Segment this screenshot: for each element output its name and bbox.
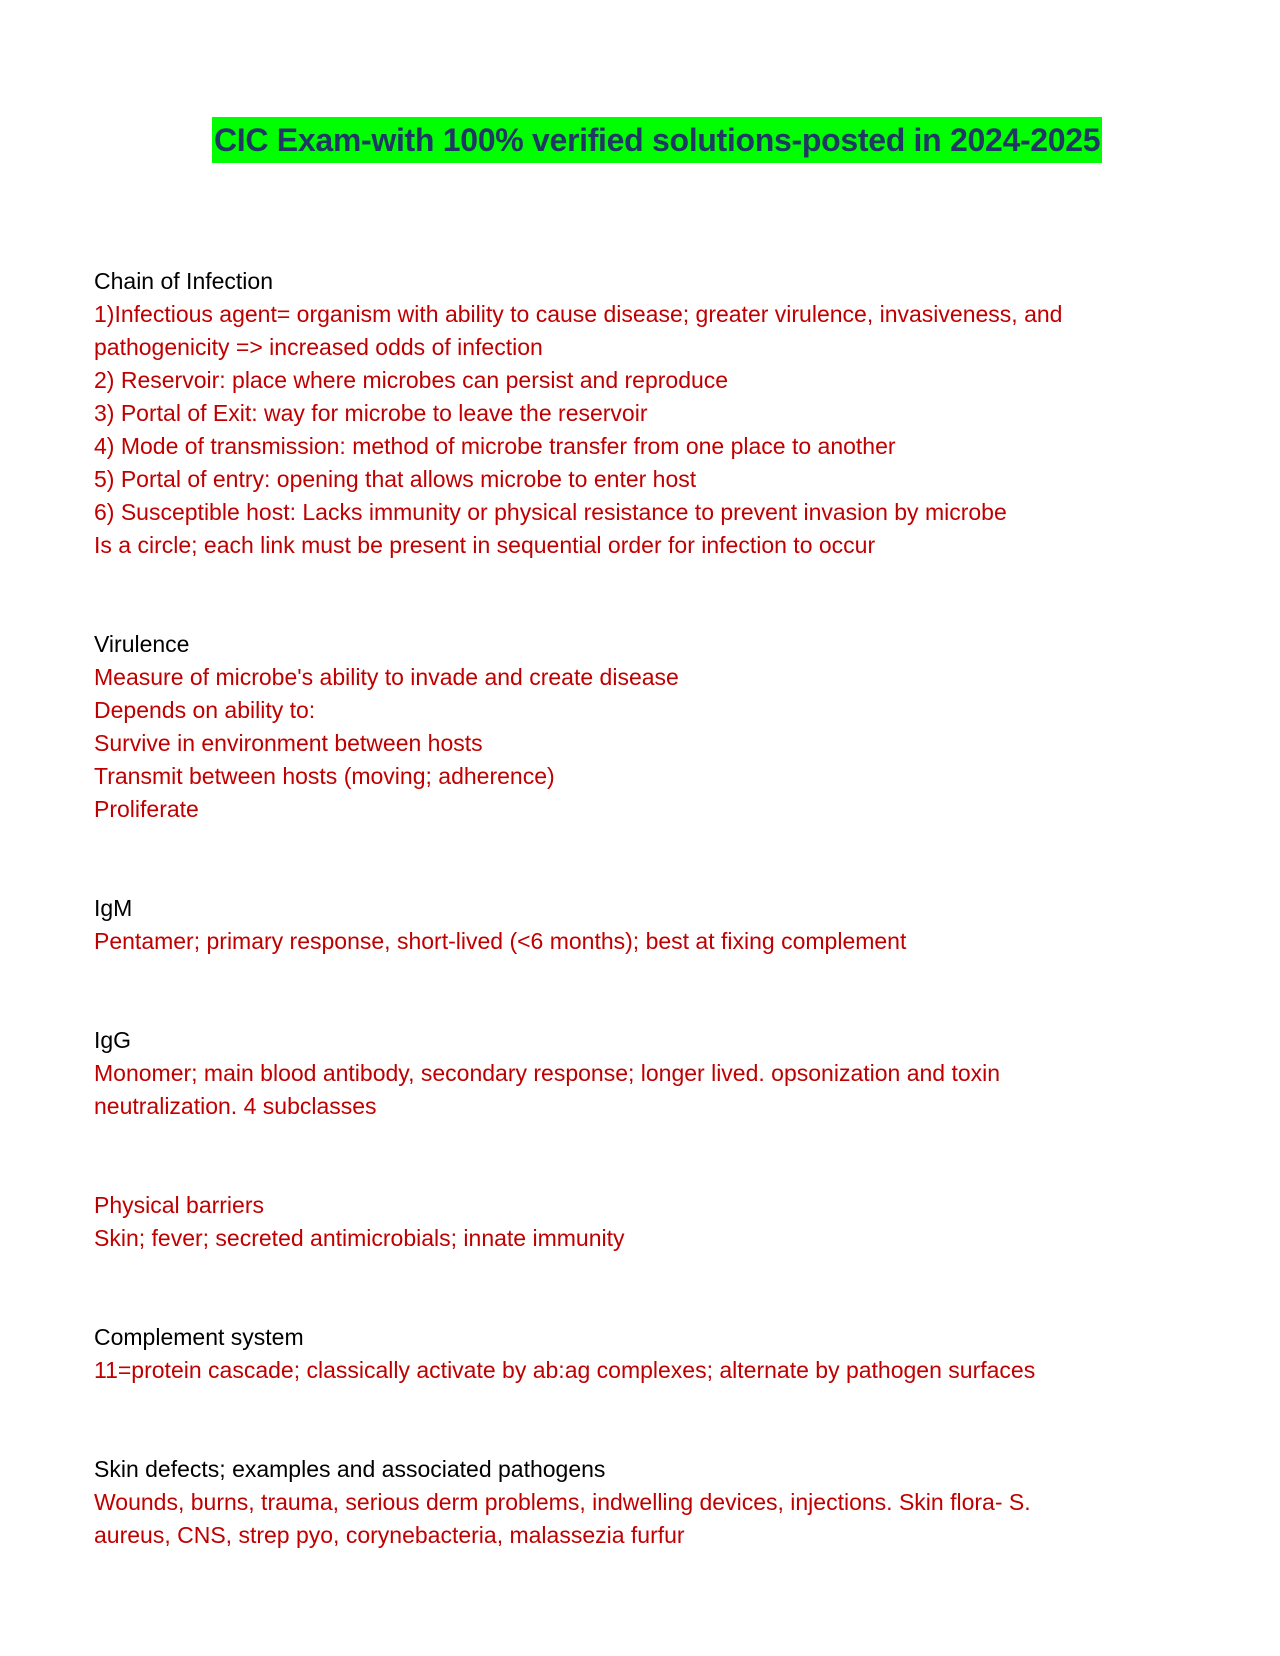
- flashcard-chain-of-infection: [94, 265, 1174, 562]
- question-text: Chain of Infection: [94, 268, 274, 294]
- question-text: IgM: [94, 895, 133, 921]
- answer-line: neutralization. 4 subclasses: [94, 1093, 377, 1119]
- flashcard-igg: [94, 1024, 1174, 1123]
- answer-line: Measure of microbe's ability to invade and create disease: [94, 664, 679, 690]
- answer-line: Is a circle; each link must be present in sequential order for infection to occur: [94, 532, 876, 558]
- flashcard-complement-system: [94, 1321, 1174, 1387]
- flashcard-virulence: [94, 628, 1174, 826]
- answer-line: 4) Mode of transmission: method of microbe transfer from one place to another: [94, 433, 896, 459]
- document-title: CIC Exam-with 100% verified solutions-posted in 2024-2025: [212, 117, 1102, 163]
- answer-line: 2) Reservoir: place where microbes can persist and reproduce: [94, 367, 729, 393]
- answer-line: aureus, CNS, strep pyo, corynebacteria, malassezia furfur: [94, 1522, 685, 1548]
- answer-line: Monomer; main blood antibody, secondary response; longer lived. opsonization and toxin: [94, 1060, 1001, 1086]
- question-text: Skin defects; examples and associated pathogens: [94, 1456, 606, 1482]
- answer-line: 5) Portal of entry: opening that allows microbe to enter host: [94, 466, 697, 492]
- answer-line: Survive in environment between hosts: [94, 730, 483, 756]
- flashcard-igm: [94, 892, 1174, 958]
- question-text: Virulence: [94, 631, 190, 657]
- answer-line: Transmit between hosts (moving; adherence): [94, 763, 555, 789]
- question-text: Physical barriers: [94, 1192, 264, 1218]
- answer-line: Skin; fever; secreted antimicrobials; innate immunity: [94, 1225, 625, 1251]
- answer-line: 11=protein cascade; classically activate by ab:ag complexes; alternate by pathogen surfaces: [94, 1357, 1036, 1383]
- answer-line: 3) Portal of Exit: way for microbe to leave the reservoir: [94, 400, 648, 426]
- answer-line: 6) Susceptible host: Lacks immunity or physical resistance to prevent invasion by microbe: [94, 499, 1007, 525]
- answer-line: Pentamer; primary response, short-lived (<6 months); best at fixing complement: [94, 928, 907, 954]
- answer-line: 1)Infectious agent= organism with ability to cause disease; greater virulence, invasiveness, and: [94, 301, 1063, 327]
- question-text: IgG: [94, 1027, 132, 1053]
- flashcard-physical-barriers: [94, 1189, 1174, 1255]
- flashcard-skin-defects: [94, 1453, 1174, 1552]
- title-banner: [212, 116, 1102, 164]
- answer-line: Wounds, burns, trauma, serious derm problems, indwelling devices, injections. Skin flora- S.: [94, 1489, 1031, 1515]
- answer-line: Depends on ability to:: [94, 697, 316, 723]
- document-body: [94, 265, 1174, 1552]
- answer-line: Proliferate: [94, 796, 199, 822]
- question-text: Complement system: [94, 1324, 304, 1350]
- answer-line: pathogenicity => increased odds of infection: [94, 334, 543, 360]
